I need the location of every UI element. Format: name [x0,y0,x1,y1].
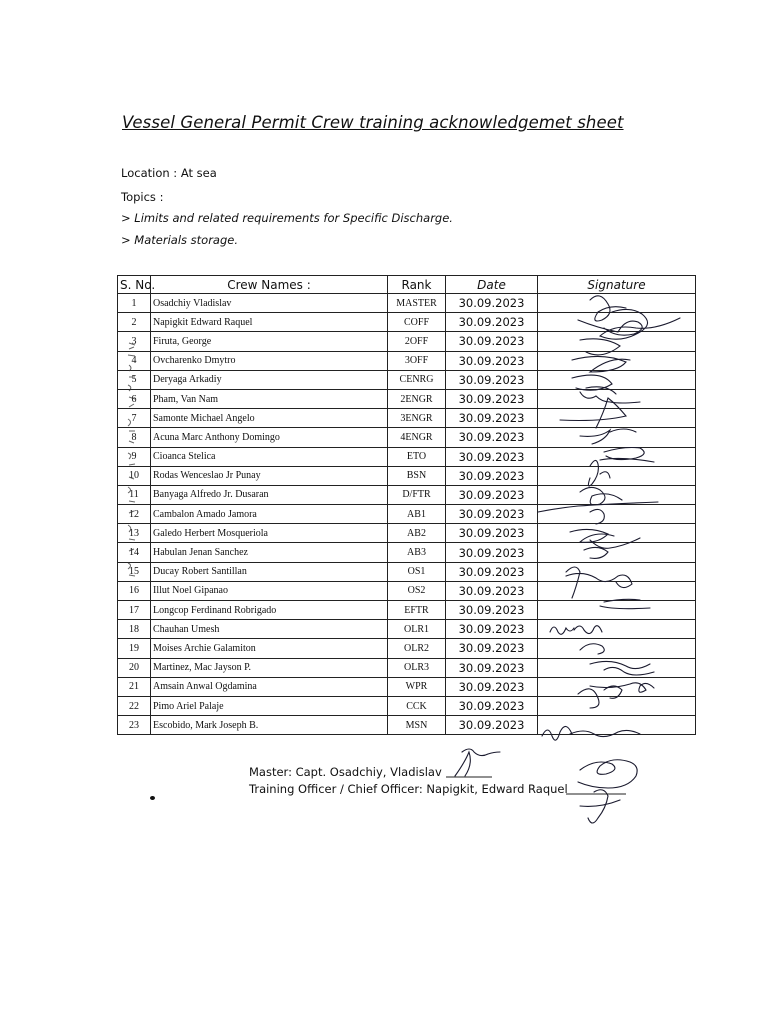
cell-crew-name: Pham, Van Nam [151,389,388,408]
cell-rank: 4ENGR [388,428,446,447]
cell-sno: 21 [118,677,151,696]
cell-date: 30.09.2023 [446,313,538,332]
cell-date: 30.09.2023 [446,620,538,639]
cell-rank: WPR [388,677,446,696]
cell-sno: 22 [118,696,151,715]
cell-crew-name: Osadchiy Vladislav [151,294,388,313]
cell-date: 30.09.2023 [446,601,538,620]
cell-rank: ETO [388,447,446,466]
cell-date: 30.09.2023 [446,485,538,504]
cell-sno: 1 [118,294,151,313]
cell-sno: 7 [118,409,151,428]
cell-sno: 5 [118,370,151,389]
topic-item: > Limits and related requirements for Specific Discharge. [121,211,453,225]
cell-sno: 3 [118,332,151,351]
cell-crew-name: Habulan Jenan Sanchez [151,543,388,562]
cell-crew-name: Escobido, Mark Joseph B. [151,716,388,735]
cell-rank: OS2 [388,581,446,600]
cell-rank: CENRG [388,370,446,389]
location-line: Location : At sea [121,166,217,180]
cell-crew-name: Galedo Herbert Mosqueriola [151,524,388,543]
cell-rank: 3ENGR [388,409,446,428]
cell-sno: 19 [118,639,151,658]
cell-rank: 2OFF [388,332,446,351]
cell-crew-name: Samonte Michael Angelo [151,409,388,428]
scan-speck [150,796,155,800]
cell-rank: EFTR [388,601,446,620]
training-officer-signoff: Training Officer / Chief Officer: Napigkit, Edward Raquel [249,782,568,796]
cell-crew-name: Rodas Wenceslao Jr Punay [151,466,388,485]
cell-sno: 6 [118,389,151,408]
cell-crew-name: Amsain Anwal Ogdamina [151,677,388,696]
cell-date: 30.09.2023 [446,716,538,735]
cell-rank: OLR3 [388,658,446,677]
cell-date: 30.09.2023 [446,696,538,715]
cell-rank: OLR2 [388,639,446,658]
cell-rank: MASTER [388,294,446,313]
cell-crew-name: Pimo Ariel Palaje [151,696,388,715]
cell-crew-name: Napigkit Edward Raquel [151,313,388,332]
header-crew-names: Crew Names : [151,276,388,294]
cell-sno: 13 [118,524,151,543]
cell-sno: 14 [118,543,151,562]
cell-date: 30.09.2023 [446,639,538,658]
cell-crew-name: Chauhan Umesh [151,620,388,639]
cell-rank: OS1 [388,562,446,581]
cell-rank: AB3 [388,543,446,562]
cell-date: 30.09.2023 [446,332,538,351]
cell-sno: 15 [118,562,151,581]
cell-date: 30.09.2023 [446,505,538,524]
cell-rank: MSN [388,716,446,735]
cell-date: 30.09.2023 [446,562,538,581]
cell-sno: 2 [118,313,151,332]
cell-date: 30.09.2023 [446,294,538,313]
cell-sno: 12 [118,505,151,524]
cell-sno: 8 [118,428,151,447]
cell-crew-name: Longcop Ferdinand Robrigado [151,601,388,620]
cell-crew-name: Firuta, George [151,332,388,351]
cell-rank: CCK [388,696,446,715]
cell-sno: 20 [118,658,151,677]
cell-sno: 10 [118,466,151,485]
cell-rank: 2ENGR [388,389,446,408]
header-rank: Rank [388,276,446,294]
cell-date: 30.09.2023 [446,351,538,370]
cell-date: 30.09.2023 [446,428,538,447]
topic-item: > Materials storage. [121,233,238,247]
cell-sno: 16 [118,581,151,600]
cell-rank: D/FTR [388,485,446,504]
cell-rank: COFF [388,313,446,332]
cell-date: 30.09.2023 [446,389,538,408]
cell-crew-name: Banyaga Alfredo Jr. Dusaran [151,485,388,504]
cell-date: 30.09.2023 [446,677,538,696]
cell-sno: 18 [118,620,151,639]
cell-date: 30.09.2023 [446,543,538,562]
cell-crew-name: Ducay Robert Santillan [151,562,388,581]
cell-crew-name: Cambalon Amado Jamora [151,505,388,524]
cell-crew-name: Cioanca Stelica [151,447,388,466]
cell-rank: 3OFF [388,351,446,370]
cell-sno: 4 [118,351,151,370]
cell-sno: 11 [118,485,151,504]
cell-rank: BSN [388,466,446,485]
cell-crew-name: Ovcharenko Dmytro [151,351,388,370]
cell-date: 30.09.2023 [446,658,538,677]
cell-crew-name: Acuna Marc Anthony Domingo [151,428,388,447]
cell-date: 30.09.2023 [446,409,538,428]
cell-sno: 23 [118,716,151,735]
cell-crew-name: Martinez, Mac Jayson P. [151,658,388,677]
cell-crew-name: Deryaga Arkadiy [151,370,388,389]
cell-sno: 17 [118,601,151,620]
cell-date: 30.09.2023 [446,370,538,389]
topics-label: Topics : [121,190,164,204]
cell-crew-name: Illut Noel Gipanao [151,581,388,600]
header-signature: Signature [538,276,696,294]
cell-rank: OLR1 [388,620,446,639]
header-sno: S. No. [118,276,151,294]
cell-rank: AB2 [388,524,446,543]
header-date: Date [446,276,538,294]
cell-date: 30.09.2023 [446,447,538,466]
cell-date: 30.09.2023 [446,466,538,485]
master-signoff: Master: Capt. Osadchiy, Vladislav [249,765,442,779]
cell-date: 30.09.2023 [446,524,538,543]
cell-sno: 9 [118,447,151,466]
cell-crew-name: Moises Archie Galamiton [151,639,388,658]
cell-rank: AB1 [388,505,446,524]
document-title: Vessel General Permit Crew training acknowledgemet sheet [122,113,624,132]
cell-date: 30.09.2023 [446,581,538,600]
